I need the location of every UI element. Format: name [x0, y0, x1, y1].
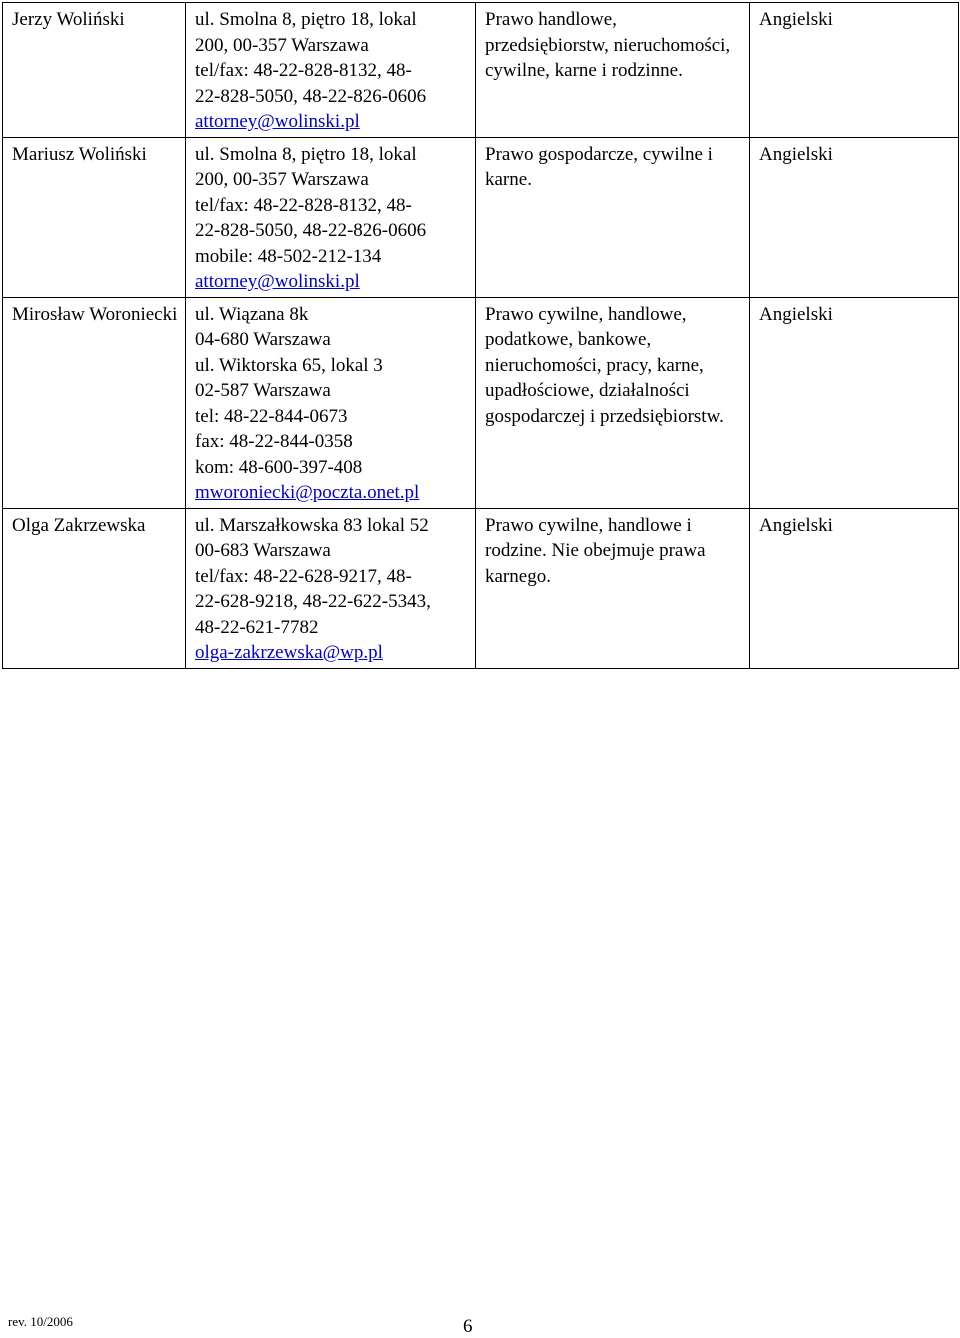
- address-cell: [186, 3, 476, 138]
- lawyer-name-cell: [3, 137, 186, 297]
- table-row: [3, 508, 959, 668]
- address-line: ul. Smolna 8, piętro 18, lokal: [195, 9, 417, 30]
- email-link[interactable]: attorney@wolinski.pl: [195, 271, 360, 292]
- specialization-cell: [476, 137, 750, 297]
- address-line: 48-22-621-7782: [195, 616, 319, 638]
- address-cell: [186, 137, 476, 297]
- language-cell: [750, 3, 959, 138]
- language-cell: [750, 297, 959, 508]
- table-row: [3, 297, 959, 508]
- language-text: Angielski: [759, 143, 833, 165]
- specialization-cell: [476, 508, 750, 668]
- address-line: tel/fax: 48-22-828-8132, 48-: [195, 194, 412, 216]
- specialization-text: Prawo handlowe, przedsiębiorstw, nieruchomości, cywilne, karne i rodzinne.: [485, 9, 731, 81]
- language-text: Angielski: [759, 9, 833, 30]
- lawyer-name: Mirosław Woroniecki: [12, 303, 178, 325]
- address-line: tel: 48-22-844-0673: [195, 405, 348, 427]
- lawyer-name: Jerzy Woliński: [12, 9, 125, 30]
- address-line: 00-683 Warszawa: [195, 540, 331, 561]
- language-cell: [750, 508, 959, 668]
- address-line: 22-828-5050, 48-22-826-0606: [195, 220, 427, 241]
- specialization-text: Prawo cywilne, handlowe, podatkowe, bankowe, nieruchomości, pracy, karne, upadłościowe, działalności gospodarczej i przedsiębiorstw.: [485, 303, 724, 427]
- address-line: 200, 00-357 Warszawa: [195, 169, 369, 190]
- email-link[interactable]: olga-zakrzewska@wp.pl: [195, 642, 383, 663]
- address-line: ul. Smolna 8, piętro 18, lokal: [195, 143, 417, 165]
- lawyer-name-cell: [3, 508, 186, 668]
- address-line: ul. Marszałkowska 83 lokal 52: [195, 514, 429, 536]
- address-cell: [186, 508, 476, 668]
- page-number: 6: [463, 1316, 473, 1337]
- address-cell: [186, 297, 476, 508]
- address-line: 200, 00-357 Warszawa: [195, 34, 369, 56]
- email-link[interactable]: attorney@wolinski.pl: [195, 111, 360, 132]
- language-text: Angielski: [759, 514, 833, 536]
- address-line: ul. Wiązana 8k: [195, 303, 309, 325]
- language-text: Angielski: [759, 303, 833, 325]
- address-line: ul. Wiktorska 65, lokal 3: [195, 354, 383, 376]
- address-line: fax: 48-22-844-0358: [195, 431, 353, 452]
- lawyer-name-cell: [3, 297, 186, 508]
- lawyer-name: Mariusz Woliński: [12, 143, 147, 165]
- address-line: kom: 48-600-397-408: [195, 456, 363, 478]
- specialization-text: Prawo gospodarcze, cywilne i karne.: [485, 143, 713, 190]
- table-row: [3, 3, 959, 138]
- language-cell: [750, 137, 959, 297]
- address-line: 22-628-9218, 48-22-622-5343,: [195, 591, 431, 612]
- address-line: tel/fax: 48-22-628-9217, 48-: [195, 565, 412, 587]
- address-line: tel/fax: 48-22-828-8132, 48-: [195, 60, 412, 81]
- address-line: 04-680 Warszawa: [195, 329, 331, 350]
- address-line: 22-828-5050, 48-22-826-0606: [195, 85, 427, 107]
- address-line: mobile: 48-502-212-134: [195, 245, 382, 267]
- email-link[interactable]: mworoniecki@poczta.onet.pl: [195, 482, 420, 503]
- lawyers-table: [2, 2, 959, 669]
- specialization-cell: [476, 3, 750, 138]
- specialization-cell: [476, 297, 750, 508]
- table-row: [3, 137, 959, 297]
- revision-label: rev. 10/2006: [8, 1314, 73, 1329]
- specialization-text: Prawo cywilne, handlowe i rodzine. Nie obejmuje prawa karnego.: [485, 514, 706, 587]
- lawyer-name: Olga Zakrzewska: [12, 514, 146, 536]
- address-line: 02-587 Warszawa: [195, 380, 331, 401]
- lawyer-name-cell: [3, 3, 186, 138]
